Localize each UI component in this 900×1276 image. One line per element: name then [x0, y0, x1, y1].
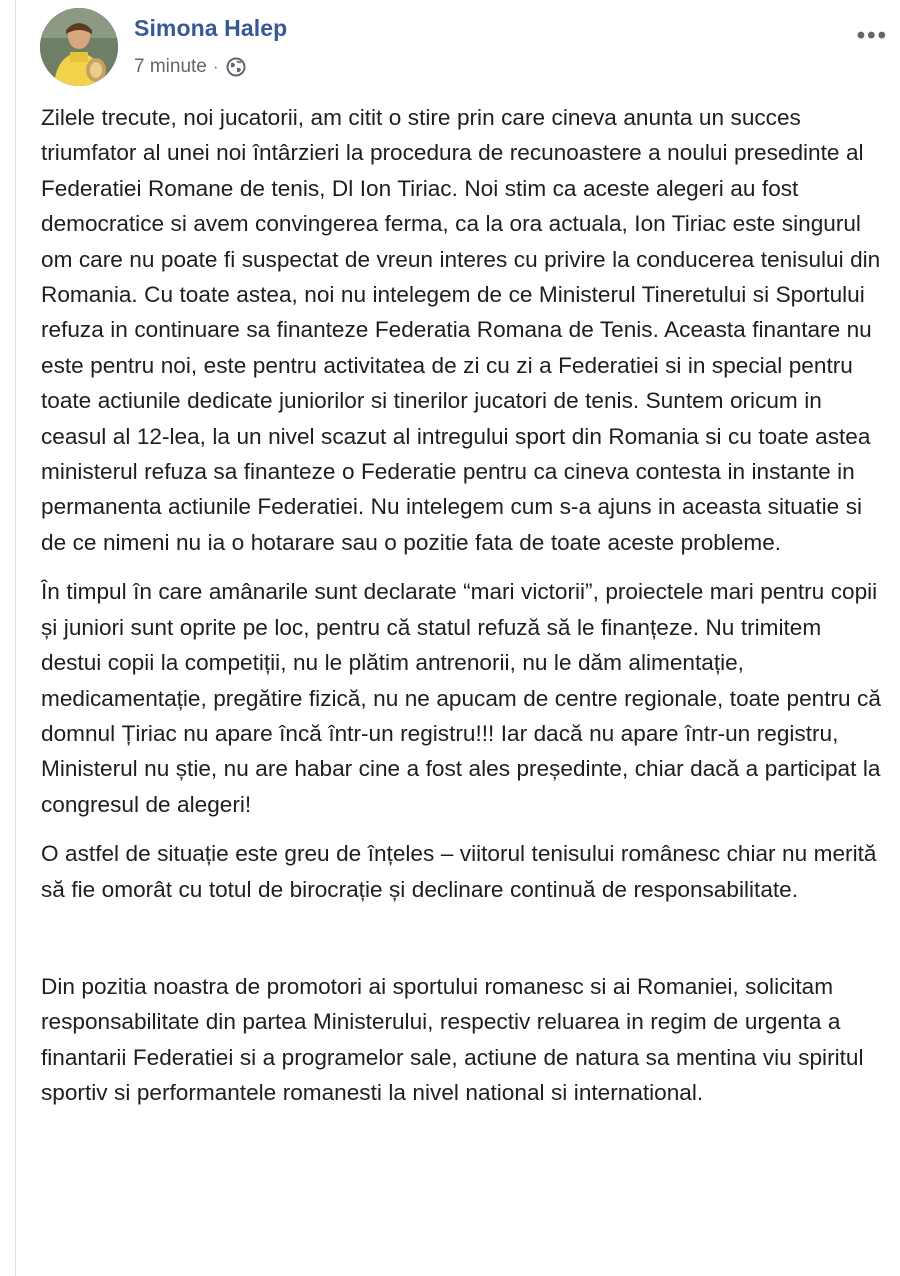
post-header: [40, 8, 888, 88]
post-paragraph: O astfel de situație este greu de înțeles – viitorul tenisului românesc chiar nu merită să fie omorât cu totul de birocrație și declinare continuă de responsabilitate.: [41, 841, 877, 902]
author-name[interactable]: Simona Halep: [134, 15, 288, 41]
avatar-photo-icon: [40, 8, 118, 86]
post-timestamp[interactable]: 7 minute: [134, 56, 207, 77]
post-paragraph: Din pozitia noastra de promotori ai sportului romanesc si ai Romaniei, solicitam responsabilitate din partea Ministerului, respectiv reluarea in regim de urgenta a finantarii Federatiei si a programelor sale, actiune de natura sa mentina viu spiritul sportiv si performantele romanesti la nivel national si international.: [41, 973, 864, 1106]
post-meta: [134, 56, 246, 78]
more-options-icon[interactable]: •••: [856, 22, 888, 49]
post-paragraph: În timpul în care amânarile sunt declarate “mari victorii”, proiectele mari pentru copii și juniori sunt oprite pe loc, pentru că statul refuză să le finanțeze. Nu trimitem destui copii la competiții, nu le plătim antrenorii, nu le dăm alimentație, medicamentație, pregătire fizică, nu ne apucam de centre regionale, toate pentru că domnul Țiriac nu apare încă într-un registru!!! Iar dacă nu apare într-un registru, Ministerul nu știe, nu are habar cine a fost ales președinte, chiar dacă a participat la congresul de alegeri!: [41, 579, 881, 817]
globe-icon[interactable]: [226, 57, 246, 77]
meta-separator: ·: [212, 57, 219, 76]
post-body: [41, 100, 887, 1111]
post-paragraph: Zilele trecute, noi jucatorii, am citit o stire prin care cineva anunta un succes triumfator al unei noi întârzieri la procedura de recunoastere a noului presedinte al Federatiei Romane de tenis, Dl Ion Tiriac. Noi stim ca aceste alegeri au fost democratice si avem convingerea ferma, ca la ora actuala, Ion Tiriac este singurul om care nu poate fi suspectat de vreun interes cu privire la conducerea tenisului din Romania. Cu toate astea, noi nu intelegem de ce Ministerul Tineretului si Sportului refuza in continuare sa finanteze Federatia Romana de Tenis. Aceasta finantare nu este pentru noi, este pentru activitatea de zi cu zi a Federatiei si in special pentru toate actiunile dedicate juniorilor si tinerilor jucatori de tenis. Suntem oricum in ceasul al 12-lea, la un nivel scazut al intregului sport din Romania si cu toate astea ministerul refuza sa finanteze o Federatie pentru ca cineva contesta in instante in permanenta actiunile Federatiei. Nu intelegem cum s-a ajuns in aceasta situatie si de ce nimeni nu ia o hotarare sau o pozitie fata de toate aceste probleme.: [41, 105, 881, 555]
facebook-post: [16, 0, 900, 1276]
avatar[interactable]: [40, 8, 118, 86]
